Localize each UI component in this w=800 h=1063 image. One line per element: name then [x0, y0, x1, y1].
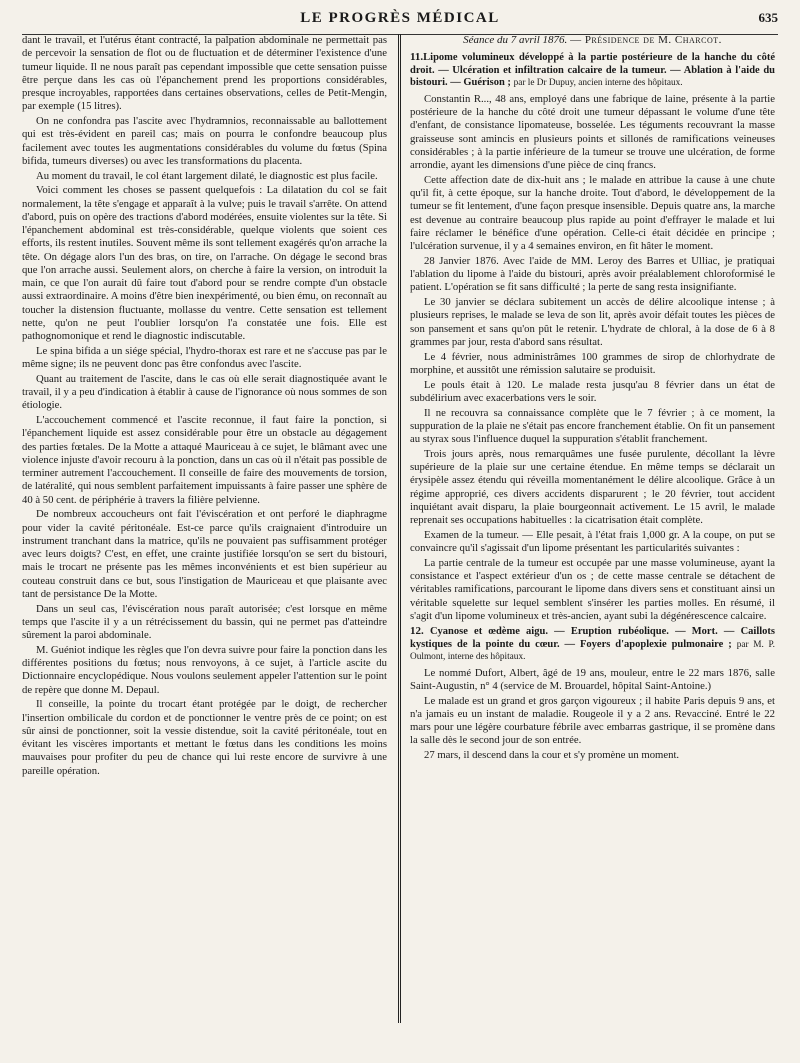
right-column [402, 34, 775, 1023]
case-author: par le Dr Dupuy, ancien interne des hôpitaux. [513, 78, 683, 89]
journal-title: LE PROGRÈS MÉDICAL [300, 10, 500, 26]
paragraph: Le spina bifida a un siége spécial, l'hydro-thorax est rare et ne s'accuse pas par le même signe; ils ne peuvent donc pas être confondus avec l'ascite. [22, 344, 387, 370]
paragraph: dant le travail, et l'utérus étant contracté, la palpation abdominale ne permettait pas de percevoir la sensation de flot ou de fluctuation et de déterminer l'existence d'une tumeur liquide. Il ne nous paraît pas cependant impossible que cette sensation puisse être perçue dans les cas où l'épanchement prend les proportions considérables, presque incroyables, rapportées dans certaines observations, celles de Petit-Mengin, par exemple (15 litres). [22, 34, 387, 113]
left-column [22, 34, 395, 1023]
paragraph: De nombreux accoucheurs ont fait l'éviscération et ont perforé le diaphragme pour vider la cavité péritonéale. Est-ce parce qu'ils craignaient d'introduire un instrument tranchant dans la matrice, qu'ils ne pouvaient pas suffisamment protéger avec leurs doigts? C'est, en effet, une crainte justifiée lorsqu'on se sert du bistouri, mais le trocart ne présente pas les mêmes inconvénients et est bien supérieur au couteau construit dans ce but, sous l'instigation de Mauriceau et que plaisante avec tant de persistance De la Motte. [22, 508, 387, 600]
paragraph: Trois jours après, nous remarquâmes une fusée purulente, décollant la lèvre supérieure de la plaie sur une certaine étendue. En même temps se déclarait un érysipèle assez étendu qui réveilla momentanément le délire alcoolique. Grâce à un régime approprié, ces divers accidents disparurent ; le 20 février, tout accident inquiétant avait disparu, la plaie bourgeonnait activement. Le 15 avril, le malade reprenait ses occupations habituelles : la cicatrisation était complète. [410, 447, 775, 526]
paragraph: Il conseille, la pointe du trocart étant protégée par le doigt, de rechercher l'insertion ombilicale du cordon et de ponctionner le ventre près de ce point; on est sûr ainsi de ponctionner, soit la vessie distendue, soit la cavité péritonéale, tout en évitant les viscères importants et mettant le fœtus dans les conditions les moins mauvaises pour profiter du peu de chance qui lui reste encore de survivre à une pareille opération. [22, 698, 387, 777]
paragraph: Dans un seul cas, l'éviscération nous paraît autorisée; c'est lorsque en même temps que l'ascite il y a un rétrécissement du bassin, qui ne permet pas d'atteindre sûrement la paroi abdominale. [22, 602, 387, 641]
paragraph: 27 mars, il descend dans la cour et s'y promène un moment. [424, 749, 680, 761]
paragraph: La partie centrale de la tumeur est occupée par une masse volumineuse, ayant la consistance et l'aspect extérieur d'un os ; de cette masse centrale se détachent de véritables ramifications, parcourant le lipome dans divers sens et constituant ainsi un véritable squelette sur lequel semblent s'insérer les parties molles. En résumé, il s'agit d'un lipome volumineux et très-ancien, ayant subi la dégénérescence calcaire. [410, 556, 775, 622]
paragraph: Le pouls était à 120. Le malade resta jusqu'au 8 février dans un état de subdélirium avec exacerbations vers le soir. [410, 378, 775, 404]
paragraph: Le nommé Dufort, Albert, âgé de 19 ans, mouleur, entre le 22 mars 1876, salle Saint-Augustin, n° 4 (service de M. Brouardel, hôpital Saint-Antoine.) [410, 666, 775, 692]
session-presidency: — Présidence de M. Charcot. [570, 34, 722, 46]
session-date: Séance du 7 avril 1876. [463, 34, 568, 46]
paragraph: Au moment du travail, le col étant largement dilaté, le diagnostic est plus facile. [36, 169, 378, 182]
case-number: 11. [410, 51, 424, 64]
page-number: 635 [758, 10, 778, 25]
paragraph: Il ne recouvra sa connaissance complète que le 7 février ; à ce moment, la suppuration de la plaie ne s'était pas encore franchement établie. On fit un pansement au styrax sous l'influence duquel la suppuration s'établit franchement. [410, 406, 775, 445]
case-title: Lipome volumineux développé à la partie postérieure de la hanche du côté droit. — Ulcération et infiltration calcaire de la tumeur. — Ablation à l'aide du bistouri. — Guérison ; [410, 52, 775, 89]
page-header [22, 6, 778, 35]
case-title: Cyanose et œdème aigu. — Eruption rubéolique. — Mort. — Caillots kystiques de la pointe du cœur. — Foyers d'apoplexie pulmonaire ; [410, 626, 775, 650]
case-number: 12. [410, 625, 424, 637]
case-heading-12 [410, 625, 775, 664]
paragraph: Le 4 février, nous administrâmes 100 grammes de sirop de chlorhydrate de morphine, et aussitôt une rémission salutaire se produisit. [410, 350, 775, 376]
paragraph: Constantin R..., 48 ans, employé dans une fabrique de laine, présente à la partie postérieure de la hanche du côté droit une tumeur dépassant le volume d'une tête d'enfant, de consistance lipomateuse, bosselée. Les téguments recouvrant la masse graisseuse sont amincis en plusieurs points et sillonés de ramifications veineuses considérables ; à la partie inférieure de la tumeur se trouve une ulcération, de forme arrondie, ayant les dimensions d'une pièce de cinq francs. [410, 92, 775, 171]
paragraph: 28 Janvier 1876. Avec l'aide de MM. Leroy des Barres et Ulliac, je pratiquai l'ablation du lipome à l'aide du bistouri, après avoir préalablement chloroformisé le patient. L'opération se fit sans difficulté ; la perte de sang resta insignifiante. [410, 254, 775, 294]
column-divider [398, 34, 399, 1023]
two-column-body [22, 34, 778, 1023]
paragraph: Quant au traitement de l'ascite, dans le cas où elle serait diagnostiquée avant le travail, il y a peu d'indication à établir à cause de l'ignorance où nous sommes de son étiologie. [22, 372, 387, 412]
session-header [410, 34, 775, 47]
paragraph: Examen de la tumeur. — Elle pesait, à l'état frais 1,000 gr. A la coupe, on put se convaincre qu'il s'agissait d'un lipome présentant les particularités suivantes : [410, 528, 775, 554]
paragraph: L'accouchement commencé et l'ascite reconnue, il faut faire la ponction, si l'épanchement liquide est assez considérable pour être un obstacle au dégagement des parties fœtales. De la Motte a attaqué Mauriceau à ce sujet, le blâmant avec une violence injuste d'avoir recouru à la ponction, dans un cas où il n'était pas possible de terminer autrement l'accouchement. Il conseille de faire des mouvements de torsion, de latéralité, qui nous semblent parfaitement impuissants à faire passer une sphère de 40 à 50 cent. de périphérie à travers la filière pelvienne. [22, 414, 387, 506]
paragraph: Le 30 janvier se déclara subitement un accès de délire alcoolique intense ; à plusieurs reprises, le malade se leva de son lit, après avoir défait toutes les pièces de son pansement et sans qu'on pût le retenir. L'hydrate de chloral, à la dose de 6 à 8 grammes par jour, resta d'abord sans résultat. [410, 296, 775, 348]
paragraph: Cette affection date de dix-huit ans ; le malade en attribue la cause à une chute qu'il fit, à cette époque, sur la hanche droite. Tout d'abord, le développement de la tumeur se fit lentement, d'une façon presque insensible. Depuis quatre ans, la marche est devenue au contraire beaucoup plus rapide au point d'effrayer le malade et lui faire réclamer le bénéfice d'une opération. Celle-ci était décidée en principe ; l'ulcération survenue, il y a 4 semaines environ, en fit hâter le moment. [410, 173, 775, 252]
paragraph: Le malade est un grand et gros garçon vigoureux ; il habite Paris depuis 9 ans, et n'a jamais eu un instant de maladie. Rougeole il y a 2 ans. Revacciné. Entré le 22 mars pour une légère courbature fébrile avec embarras gastrique, il se promène dans la salle dès le second jour de son entrée. [410, 694, 775, 747]
paragraph: M. Guéniot indique les règles que l'on devra suivre pour faire la ponction dans les différentes positions du fœtus; nous renvoyons, à ce sujet, à l'article ascite du Dictionnaire encyclopédique. Nous voulons seulement appeler l'attention sur le point de repère que donne M. Depaul. [22, 643, 387, 696]
case-author: par M. P. Oulmont, interne des hôpitaux. [410, 639, 775, 662]
case-heading-11 [410, 51, 775, 90]
paragraph: On ne confondra pas l'ascite avec l'hydramnios, reconnaissable au ballottement qui est très-évident en pareil cas; mais on pourra le confondre beaucoup plus facilement avec toutes les augmentations considérables du volume du fœtus (Spina bifida, tumeurs diverses) ou avec les transformations du placenta. [22, 115, 387, 167]
paragraph: Voici comment les choses se passent quelquefois : La dilatation du col se fait normalement, la tête s'engage et apparaît à la vulve; puis le travail s'arrête. On attend d'abord, puis on opère des tractions d'abord modérées, ensuite violentes sur la tête. Si l'épanchement abdominal est très-considérable, quelque violents que soient ces efforts, ils restent inutiles. Souvent même ils sont tellement exagérés qu'on arrache la tête. On dégage alors l'un des bras, on tire, on l'arrache. On dégage le second bras que l'on arrache aussi. Seulement alors, on cherche à faire la version, on introduit la main, ce que l'on aurait dû faire tout d'abord pour se rendre compte d'un obstacle aussi extraordinaire. A moins d'être bien inexpérimenté, ou bien ému, on reconnaît au toucher la distension fluctuante, mollasse du ventre. Cette sensation est tellement nette, qu'on ne peut l'oublier lorsqu'on l'a constatée une fois. Elle est pathognomonique et rend le diagnostic indiscutable. [22, 184, 387, 342]
